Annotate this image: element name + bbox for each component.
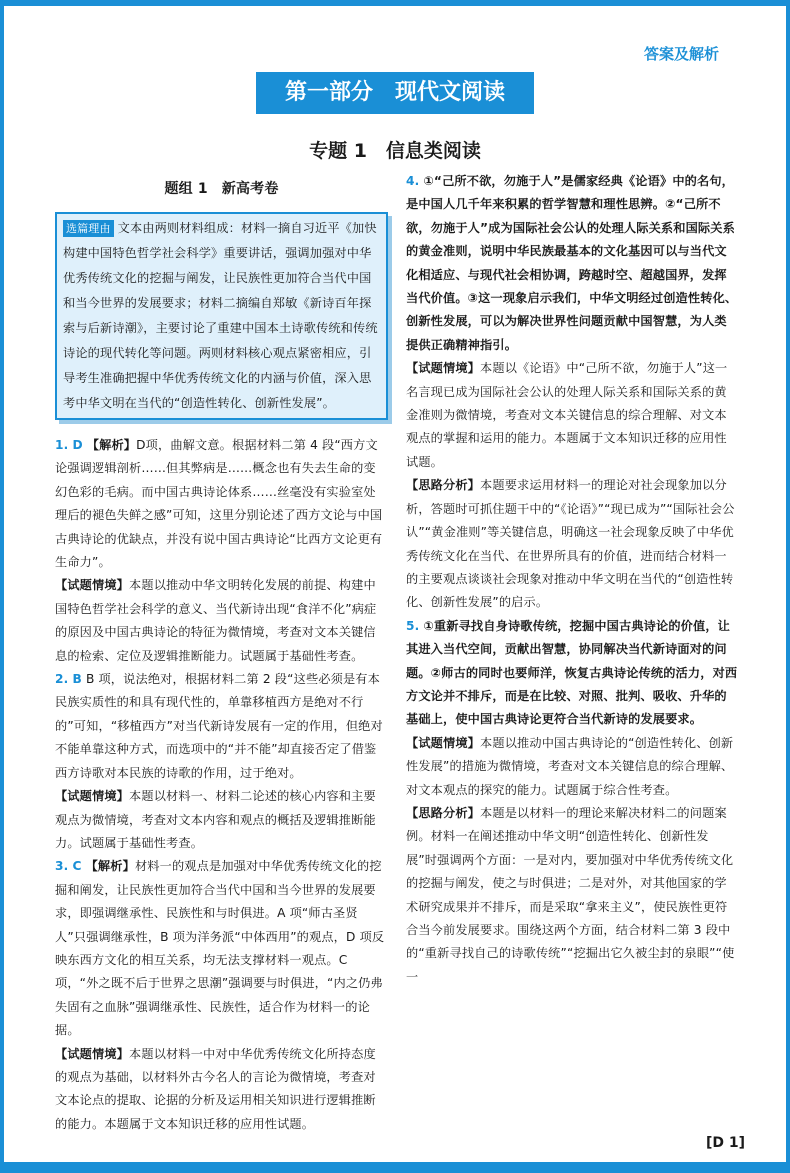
analysis-text: B 项，说法绝对，根据材料二第 2 段“这些必须是有本民族实质性的和具有现代性的，单靠移植西方是绝对不行的”可知，“移植西方”对当代新诗发展有一定的作用，但绝对不能单靠这种方式，而选项中的“并不能”却直接否定了借鉴西方诗歌对本民族的诗歌的作用，过于绝对。 [55, 672, 383, 780]
context-text: 本题以《论语》中“己所不欲，勿施于人”这一名言现已成为国际社会公认的处理人际关系和国际关系的黄金准则为微情境，考查对文本关键信息的综合理解、对文本观点的掌握和运用的能力。本题属于文本知识迁移的应用性试题。 [406, 361, 728, 469]
context-text: 本题以材料一中对中华优秀传统文化所持态度的观点为基础，以材料外古今名人的言论为微情境，考查对文本论点的提取、论据的分析及运用相关知识进行逻辑推断的能力。本题属于文本知识迁移的应用性试题。 [55, 1046, 376, 1131]
context-label: 【试题情境】 [406, 735, 481, 750]
question-number: 1. [55, 438, 69, 452]
context-para-4 [406, 357, 738, 474]
page-frame-right [786, 0, 790, 1173]
context-label: 【试题情境】 [406, 361, 481, 376]
answer-item-5 [406, 615, 738, 732]
context-para-3-start [55, 1043, 388, 1137]
analysis-label: 【解析】 [85, 859, 135, 874]
context-text: 本题以推动中华文明转化发展的前提、构建中国特色哲学社会科学的意义、当代新诗出现“食洋不化”病症的原因及中国古典诗论的特征为微情境，考查对文本关键信息的检索、定位及逻辑推断能力。试题属于基础性考查。 [55, 578, 377, 663]
answer-letter: C [72, 859, 82, 874]
thinking-para-4 [406, 474, 738, 614]
left-column [55, 176, 388, 1136]
question-number: 3. [55, 859, 69, 874]
thinking-label: 【思路分析】 [406, 478, 481, 493]
context-para-1 [55, 574, 388, 668]
answer-item-1 [55, 434, 388, 574]
context-label: 【试题情境】 [55, 1046, 130, 1061]
selection-reason-tag: 选篇理由 [63, 220, 114, 237]
analysis-text: 材料一的观点是加强对中华优秀传统文化的挖掘和阐发，让民族性更加符合当代中国和当今世界的发展要求，即强调继承性、民族性和与时俱进。A 项“师古圣贤人”只强调继承性，B 项为洋务派“中体西用”的观点，D 项反映东西方文化的相互关系，均无法支撑材料一观点。C 项，“外之既不后于世界之思潮”强调要与时俱进，“内之仍弗失固有之血脉”强调继承性、民族性，适合作为材料一的论据。 [55, 859, 385, 1038]
answer-text: ①重新寻找自身诗歌传统，挖掘中国古典诗论的价值，让其进入当代空间，贡献出智慧，协同解决当代新诗面对的问题。②师古的同时也要师洋，恢复古典诗论传统的活力，对西方文论并不排斥，而是在比较、对照、批判、吸收、升华的基础上，使中国古典诗论更符合当代新诗的发展要求。 [406, 618, 738, 727]
topic-title: 专题 1 信息类阅读 [309, 140, 481, 162]
context-text: 本题以材料一、材料二论述的核心内容和主要观点为微情境，考查对文本内容和观点的概括及逻辑推断能力。试题属于基础性考查。 [55, 789, 376, 850]
answer-item-4 [406, 170, 738, 357]
question-number: 4. [406, 174, 420, 188]
answer-letter: D [72, 438, 83, 452]
page-frame-left [0, 0, 4, 1173]
right-column [406, 170, 738, 989]
answer-item-2 [55, 668, 388, 785]
answer-text: ①“己所不欲，勿施于人”是儒家经典《论语》中的名句，是中国人几千年来积累的哲学智慧和理性思辨。②“己所不欲，勿施于人”成为国际社会公认的处理人际关系和国际关系的黄金准则，说明中华民族最基本的文化基因可以与当代文化相适应、与现代社会相协调，跨越时空、超越国界，发挥当代价值。③这一现象启示我们，中华文明经过创造性转化、创新性发展，可以为解决世界性问题贡献中国智慧，为人类提供正确精神指引。 [406, 174, 738, 352]
thinking-text: 本题要求运用材料一的理论对社会现象加以分析，答题时可抓住题干中的“《论语》”“现已成为”“国际社会公认”“黄金准则”等关键信息，明确这一社会现象反映了中华优秀传统文化在当代、在世界所具有的价值，进而结合材料一的主要观点谈谈社会现象对推动中华文明在当代的“创造性转化、创新性发展”的启示。 [406, 478, 735, 610]
question-number: 5. [406, 618, 420, 633]
context-para-2 [55, 785, 388, 855]
thinking-text: 本题是以材料一的理论来解决材料二的问题案例。材料一在阐述推动中华文明“创造性转化、创新性发展”时强调两个方面：一是对内，要加强对中华优秀传统文化的挖掘与阐发，使之与时俱进；二是对外，对其他国家的学术研究成果并不排斥，而是采取“拿来主义”，使民族性更符合当今前发展要求。围绕这两个方面，结合材料二第 3 段中的“重新寻找自己的诗歌传统”“挖掘出它久被尘封的泉眼”“使一 [406, 805, 735, 984]
page-frame-bottom [0, 1162, 790, 1173]
part-title-banner: 第一部分 现代文阅读 [256, 72, 534, 114]
thinking-label: 【思路分析】 [406, 805, 481, 820]
answer-item-3 [55, 855, 388, 1042]
answer-letter: B [72, 672, 82, 687]
selection-reason-box [55, 212, 388, 420]
context-label: 【试题情境】 [55, 789, 130, 804]
selection-reason-text: 文本由两则材料组成：材料一摘自习近平《加快构建中国特色哲学社会科学》重要讲话，强调加强对中华优秀传统文化的挖掘与阐发，让民族性更加符合当代中国和当今世界的发展要求；材料二摘编自郑敏《新诗百年探索与后新诗潮》，主要讨论了重建中国本土诗歌传统和传统诗论的现代转化等问题。两则材料核心观点紧密相应，引导考生准确把握中华优秀传统文化的内涵与价值，深入思考中华文明在当代的“创造性转化、创新性发展”。 [63, 221, 378, 410]
header-tag: 答案及解析 [644, 45, 720, 63]
analysis-label: 【解析】 [86, 438, 137, 452]
page-number: [D 1] [706, 1135, 746, 1151]
page-frame-top [0, 0, 790, 6]
context-text: 本题以推动中国古典诗论的“创造性转化、创新性发展”的措施为微情境，考查对文本关键信息的综合理解、对文本观点的探究的能力。试题属于综合性考查。 [406, 735, 734, 797]
thinking-para-5 [406, 802, 738, 989]
group-title: 题组 1 新高考卷 [164, 181, 279, 197]
context-label: 【试题情境】 [55, 578, 130, 593]
context-para-5 [406, 732, 738, 802]
question-number: 2. [55, 672, 69, 687]
analysis-text: D项，曲解文意。根据材料二第 4 段“西方文论强调逻辑剖析……但其弊病是……概念也有失去生命的变幻色彩的毛病。而中国古典诗论体系……丝毫没有实验室处理后的褪色失鲜之感”可知，这里分别论述了西方文论与中国古典诗论的优缺点，并没有说中国古典诗论“比西方文论更有生命力”。 [55, 438, 383, 570]
